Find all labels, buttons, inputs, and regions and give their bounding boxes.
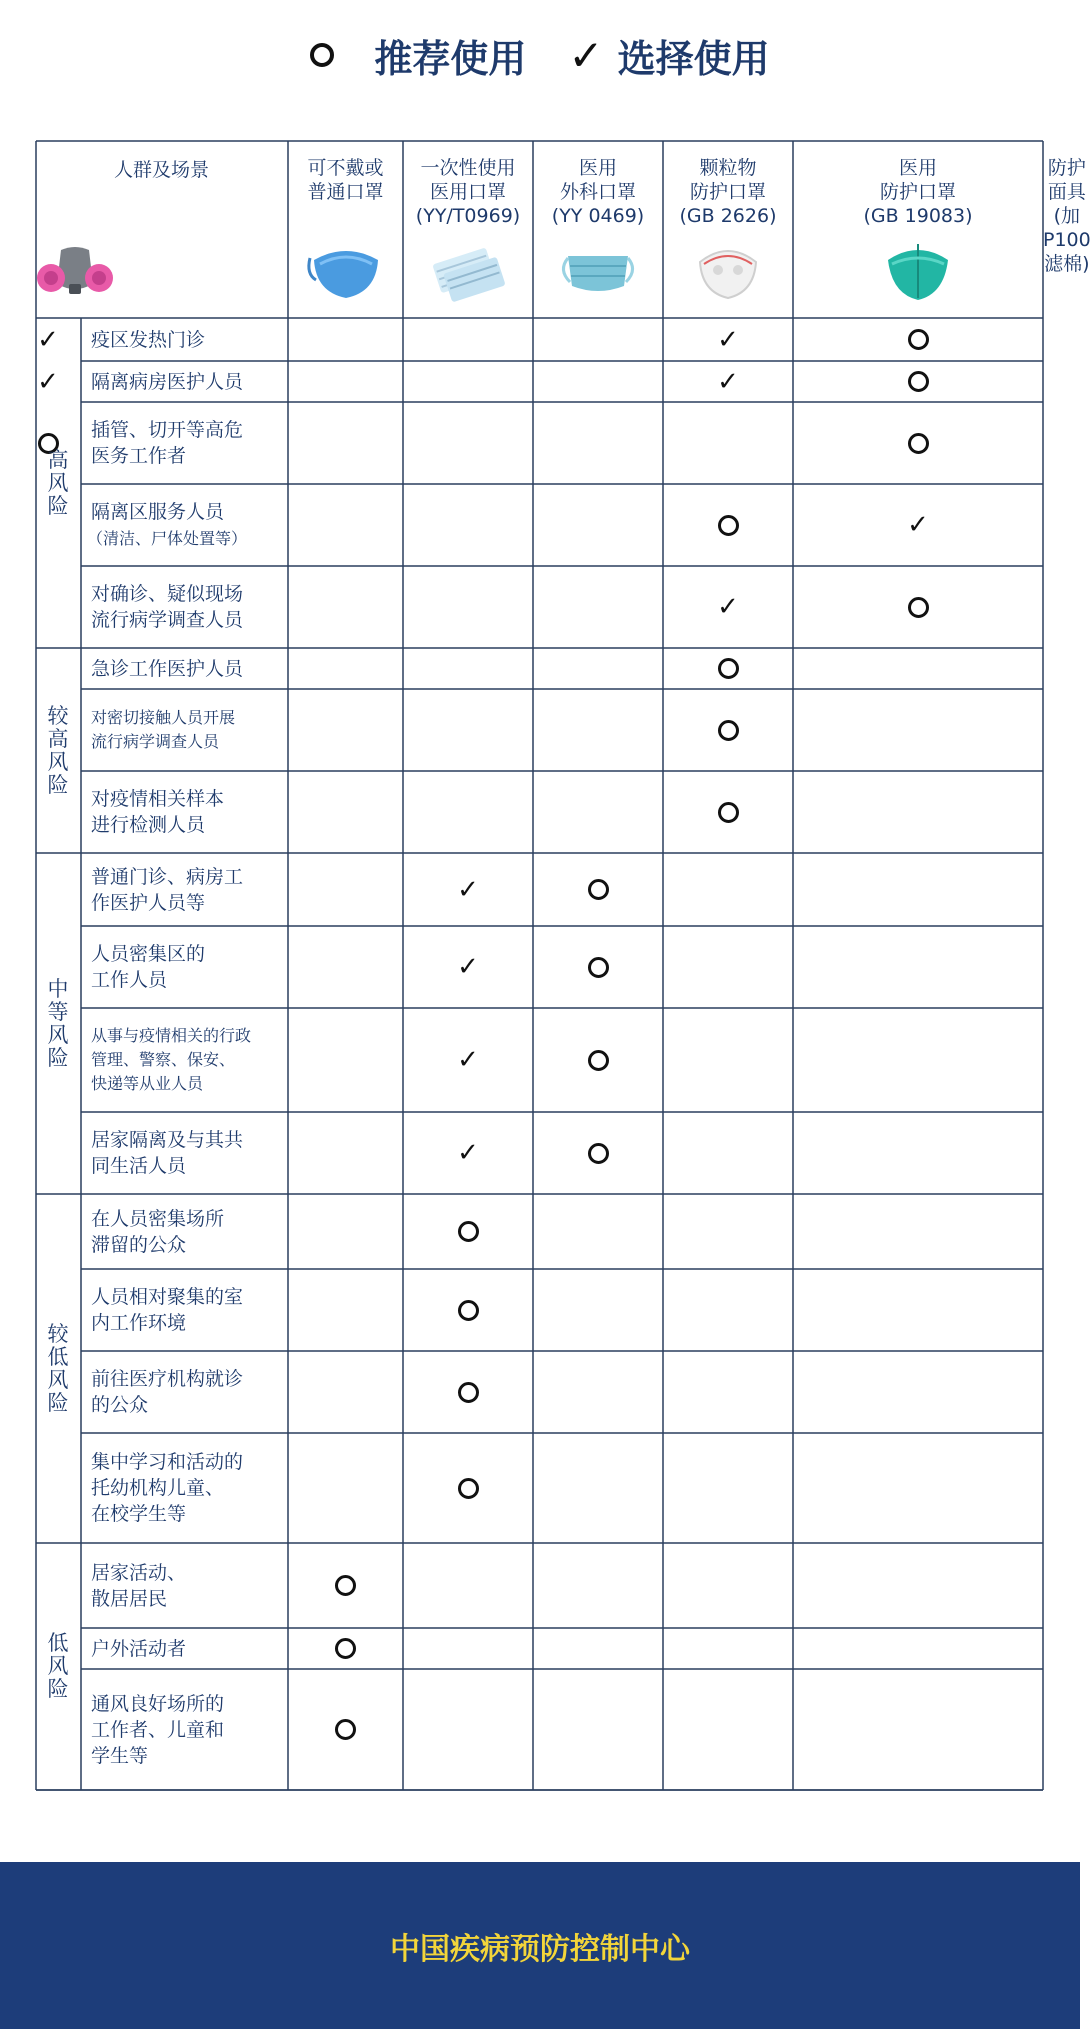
recommend-circle-mark (715, 656, 741, 682)
row-scenario-label: 集中学习和活动的 托幼机构儿童、 在校学生等 (91, 1451, 244, 1525)
surgical-mask-icon (558, 240, 638, 302)
row-scenario-label: 隔离区服务人员 (91, 501, 225, 523)
footer-org-name: 中国疾病预防控制中心 (390, 1931, 690, 1967)
row-scenario-label: 对确诊、疑似现场 流行病学调查人员 (91, 583, 244, 631)
row-scenario-label: 在人员密集场所 滞留的公众 (91, 1207, 225, 1256)
header-column-label: 医用 外科口罩 (YY 0469) (551, 157, 645, 227)
optional-check-mark: ✓ (457, 1138, 479, 1168)
row-scenario-label: 通风良好场所的 工作者、儿童和 学生等 (91, 1692, 225, 1767)
risk-group-label: 高 风 险 (47, 447, 69, 518)
risk-group-label: 中 等 风 险 (47, 976, 69, 1070)
optional-check-mark: ✓ (717, 324, 739, 355)
row-scenario-label: 人员密集区的 工作人员 (91, 943, 206, 991)
optional-check-mark: ✓ (717, 366, 739, 397)
optional-check-mark: ✓ (37, 366, 59, 397)
row-scenario-label: 对密切接触人员开展 流行病学调查人员 (91, 708, 236, 751)
recommend-circle-mark (333, 1717, 359, 1743)
mask-usage-table (35, 140, 1091, 1792)
row-scenario-label: 普通门诊、病房工 作医护人员等 (91, 865, 244, 914)
recommend-circle-mark (715, 799, 741, 825)
row-scenario-label: 疫区发热门诊 (91, 328, 206, 351)
recommend-circle-mark (455, 1219, 481, 1245)
recommend-circle-mark (455, 1379, 481, 1405)
row-scenario-label: 户外活动者 (91, 1637, 187, 1660)
recommend-circle-mark (585, 954, 611, 980)
disposable-medical-mask-icon (428, 240, 508, 302)
row-scenario-label: 急诊工作医护人员 (91, 657, 244, 680)
optional-check-mark: ✓ (37, 324, 59, 355)
recommend-circle-mark (585, 1047, 611, 1073)
risk-group-label: 低 风 险 (47, 1631, 69, 1701)
row-scenario-label: 插管、切开等高危 医务工作者 (91, 419, 244, 467)
recommend-circle-mark (333, 1573, 359, 1599)
risk-group-label: 较 高 风 险 (47, 703, 69, 797)
header-column-label: 医用 防护口罩 (GB 19083) (863, 157, 973, 227)
optional-check-mark: ✓ (457, 874, 479, 905)
legend-recommend-label: 推荐使用 (374, 36, 527, 81)
recommend-circle-mark (905, 594, 931, 620)
recommend-circle-mark (455, 1475, 481, 1501)
header-column-label: 颗粒物 防护口罩 (GB 2626) (679, 157, 777, 227)
row-scenario-label: 居家隔离及与其共 同生活人员 (91, 1129, 244, 1177)
optional-check-mark: ✓ (907, 510, 929, 540)
row-scenario-label: 对疫情相关样本 进行检测人员 (91, 788, 225, 836)
cloth-mask-icon (306, 240, 386, 302)
optional-check-mark: ✓ (457, 952, 479, 982)
recommend-circle-icon (310, 43, 334, 67)
row-scenario-label: 从事与疫情相关的行政 管理、警察、保安、 快递等从业人员 (91, 1026, 252, 1093)
row-scenario-label: 前往医疗机构就诊 的公众 (91, 1368, 244, 1416)
particulate-respirator-icon (688, 240, 768, 302)
recommend-circle-mark (905, 430, 931, 456)
recommend-circle-mark (905, 369, 931, 395)
recommend-circle-mark (333, 1636, 359, 1662)
footer-bar (0, 1862, 1080, 2029)
recommend-circle-mark (585, 1140, 611, 1166)
optional-check-icon: ✓ (568, 30, 604, 80)
header-column-label: 可不戴或 普通口罩 (307, 157, 384, 203)
optional-check-mark: ✓ (717, 592, 739, 622)
recommend-circle-mark (585, 877, 611, 903)
recommend-circle-mark (715, 717, 741, 743)
recommend-circle-mark (455, 1297, 481, 1323)
header-scenario-label: 人群及场景 (113, 159, 209, 181)
row-scenario-label: 人员相对聚集的室 内工作环境 (91, 1286, 244, 1334)
recommend-circle-mark (715, 512, 741, 538)
recommend-circle-mark (905, 327, 931, 353)
row-scenario-subtext: （清洁、尸体处置等） (87, 529, 248, 548)
medical-protective-mask-icon (878, 240, 958, 302)
header-column-label: 防护面具 (加P100 滤棉) (1043, 157, 1091, 275)
header-column-label: 一次性使用 医用口罩 (YY/T0969) (415, 157, 521, 227)
p100-face-mask-icon (35, 240, 115, 302)
legend-optional-label: 选择使用 (617, 36, 770, 81)
risk-group-label: 较 低 风 险 (47, 1321, 69, 1415)
row-scenario-label: 居家活动、 散居居民 (91, 1561, 187, 1610)
row-scenario-label: 隔离病房医护人员 (91, 370, 244, 393)
legend-bar (0, 20, 1080, 90)
optional-check-mark: ✓ (457, 1045, 479, 1075)
